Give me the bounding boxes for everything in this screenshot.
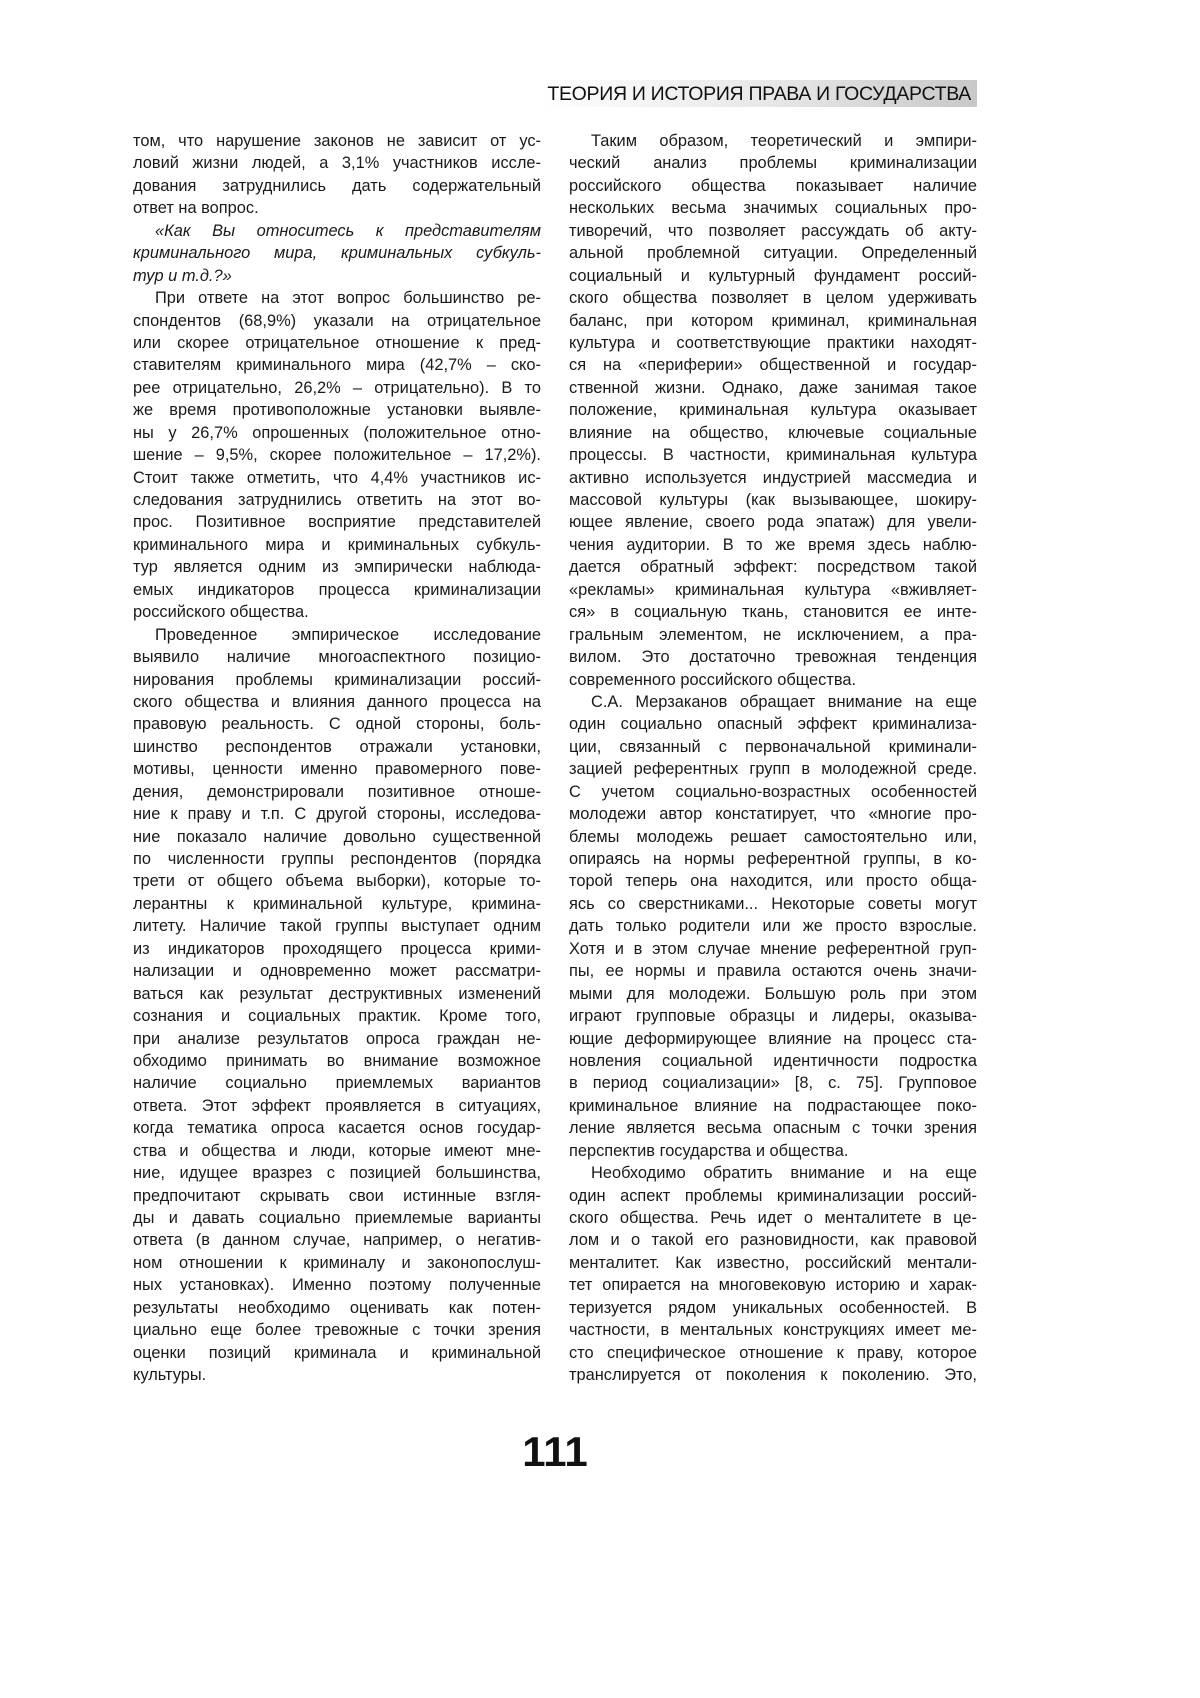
text-line: ние показало наличие довольно существенной [133, 826, 541, 848]
text-line: прос. Позитивное восприятие представителей [133, 511, 541, 533]
text-line: когда тематика опроса касается основ государ- [133, 1117, 541, 1139]
text-line: ном отношении к криминалу и законопослуш- [133, 1252, 541, 1274]
text-line: теризуется рядом уникальных особенностей. В [569, 1297, 977, 1319]
text-line: торой теперь она находится, или просто обща- [569, 870, 977, 892]
text-line: в период социализации» [8, с. 75]. Групповое [569, 1072, 977, 1094]
text-line: современного российского общества. [569, 669, 977, 691]
text-line: результаты необходимо оценивать как потен- [133, 1297, 541, 1319]
text-line: ние, идущее вразрез с позицией большинства, [133, 1162, 541, 1184]
text-line: наличие социально приемлемых вариантов [133, 1072, 541, 1094]
text-line: массовой культуры (как вызывающее, шокиру- [569, 489, 977, 511]
text-line: нализации и одновременно может рассматри- [133, 960, 541, 982]
text-line: С учетом социально-возрастных особенностей [569, 781, 977, 803]
paragraph [133, 287, 541, 624]
text-line: дования затруднились дать содержательный [133, 175, 541, 197]
text-line: ции, связанный с первоначальной криминали- [569, 736, 977, 758]
text-line: один социально опасный эффект криминализа- [569, 713, 977, 735]
text-line: мотивы, ценности именно правомерного пове- [133, 758, 541, 780]
text-line: ответ на вопрос. [133, 197, 541, 219]
text-line: емых индикаторов процесса криминализации [133, 579, 541, 601]
running-header [540, 80, 977, 107]
text-line: шение – 9,5%, скорее положительное – 17,2%). [133, 444, 541, 466]
text-line: ваться как результат деструктивных изменений [133, 983, 541, 1005]
text-line: нирования проблемы криминализации россий- [133, 669, 541, 691]
left-column [133, 130, 541, 1387]
text-line: менталитет. Как известно, российский ментали- [569, 1252, 977, 1274]
text-line: ны у 26,7% опрошенных (положительное отно- [133, 422, 541, 444]
text-line: ского общества и влияния данного процесса на [133, 691, 541, 713]
text-line: активно используется индустрией массмедиа и [569, 467, 977, 489]
text-line: ственной жизни. Однако, даже занимая такое [569, 377, 977, 399]
section-title: ТЕОРИЯ И ИСТОРИЯ ПРАВА И ГОСУДАРСТВА [547, 83, 971, 106]
text-line: криминального мира и криминальных субкуль- [133, 534, 541, 556]
paragraph [569, 1162, 977, 1386]
text-line: ды и давать социально приемлемые варианты [133, 1207, 541, 1229]
text-line: сознания и социальных практик. Кроме того, [133, 1005, 541, 1027]
text-line: том, что нарушение законов не зависит от ус- [133, 130, 541, 152]
text-line: нескольких весьма значимых социальных про- [569, 197, 977, 219]
text-line: Проведенное эмпирическое исследование [133, 624, 541, 646]
paragraph [569, 691, 977, 1162]
text-line: мыми для молодежи. Большую роль при этом [569, 983, 977, 1005]
text-line: ных установках). Именно поэтому полученные [133, 1274, 541, 1296]
text-line: культура и соответствующие практики находят- [569, 332, 977, 354]
text-line: ся» в социальную ткань, становится ее инте- [569, 601, 977, 623]
text-line: правовую реальность. С одной стороны, боль- [133, 713, 541, 735]
text-line: ление является весьма опасным с точки зрения [569, 1117, 977, 1139]
text-line: по численности группы респондентов (порядка [133, 848, 541, 870]
text-line: лом и о такой его разновидности, как правовой [569, 1229, 977, 1251]
text-line: или скорее отрицательное отношение к пред- [133, 332, 541, 354]
text-line: При ответе на этот вопрос большинство ре- [133, 287, 541, 309]
text-line: трети от общего объема выборки), которые то- [133, 870, 541, 892]
text-line: ся на «периферии» общественной и государ- [569, 354, 977, 376]
text-line: один аспект проблемы криминализации россий- [569, 1185, 977, 1207]
text-line: положение, криминальная культура оказывает [569, 399, 977, 421]
text-line: культуры. [133, 1364, 541, 1386]
text-line: альной проблемной ситуации. Определенный [569, 242, 977, 264]
text-line: обходимо принимать во внимание возможное [133, 1050, 541, 1072]
text-line: пы, ее нормы и правила остаются очень значи- [569, 960, 977, 982]
text-line: ставителям криминального мира (42,7% – ско- [133, 354, 541, 376]
text-line: дения, демонстрировали позитивное отноше- [133, 781, 541, 803]
text-line: сто специфическое отношение к праву, которое [569, 1342, 977, 1364]
text-line: транслируется от поколения к поколению. Это, [569, 1364, 977, 1386]
page-number: 111 [0, 1428, 1110, 1476]
text-line: тур является одним из эмпирически наблюда- [133, 556, 541, 578]
text-line: гральным элементом, не исключением, а пра- [569, 624, 977, 646]
text-line: шинство респондентов отражали установки, [133, 736, 541, 758]
text-line: Хотя и в этом случае мнение референтной груп- [569, 938, 977, 960]
text-line: следования затруднились ответить на этот во- [133, 489, 541, 511]
text-line: Необходимо обратить внимание и на еще [569, 1162, 977, 1184]
text-line: дается обратный эффект: посредством такой [569, 556, 977, 578]
text-line: тур и т.д.?» [133, 265, 541, 287]
text-line: российского общества показывает наличие [569, 175, 977, 197]
text-line: перспектив государства и общества. [569, 1140, 977, 1162]
text-line: же время противоположные установки выявле- [133, 399, 541, 421]
text-line: литету. Наличие такой группы выступает одним [133, 915, 541, 937]
text-line: тиворечий, что позволяет рассуждать об акту- [569, 220, 977, 242]
text-line: ческий анализ проблемы криминализации [569, 152, 977, 174]
text-line: спондентов (68,9%) указали на отрицательное [133, 310, 541, 332]
text-line: Стоит также отметить, что 4,4% участников ис- [133, 467, 541, 489]
text-line: российского общества. [133, 601, 541, 623]
text-line: молодежи автор констатирует, что «многие про- [569, 803, 977, 825]
text-line: оценки позиций криминала и криминальной [133, 1342, 541, 1364]
text-line: ющее явление, своего рода эпатаж) для увели- [569, 511, 977, 533]
text-line: ловий жизни людей, а 3,1% участников иссле- [133, 152, 541, 174]
text-line: ющие деформирующее влияние на процесс ста- [569, 1028, 977, 1050]
text-line: частности, в ментальных конструкциях имеет ме- [569, 1319, 977, 1341]
text-line: «рекламы» криминальная культура «вживляет- [569, 579, 977, 601]
text-line: лерантны к криминальной культуре, кримина- [133, 893, 541, 915]
text-line: тет опирается на многовековую историю и харак- [569, 1274, 977, 1296]
text-line: предпочитают скрывать свои истинные взгля- [133, 1185, 541, 1207]
text-line: вилом. Это достаточно тревожная тенденция [569, 646, 977, 668]
text-line: рее отрицательно, 26,2% – отрицательно). В то [133, 377, 541, 399]
paragraph [133, 624, 541, 1387]
text-line: криминального мира, криминальных субкуль- [133, 242, 541, 264]
text-line: циально еще более тревожные с точки зрения [133, 1319, 541, 1341]
text-line: ответа. Этот эффект проявляется в ситуациях, [133, 1095, 541, 1117]
text-line: зацией референтных групп в молодежной среде. [569, 758, 977, 780]
text-line: С.А. Мерзаканов обращает внимание на еще [569, 691, 977, 713]
text-line: «Как Вы относитесь к представителям [133, 220, 541, 242]
text-line: процессы. В частности, криминальная культура [569, 444, 977, 466]
text-line: влияние на общество, ключевые социальные [569, 422, 977, 444]
text-line: выявило наличие многоаспектного позицио- [133, 646, 541, 668]
text-line: ответа (в данном случае, например, о негатив- [133, 1229, 541, 1251]
paragraph [569, 130, 977, 691]
text-line: дать только родители или же просто взрослые. [569, 915, 977, 937]
text-line: ясь со сверстниками... Некоторые советы могут [569, 893, 977, 915]
text-line: криминальное влияние на подрастающее поко- [569, 1095, 977, 1117]
text-line: ского общества. Речь идет о менталитете в це- [569, 1207, 977, 1229]
text-line: новления социальной идентичности подростка [569, 1050, 977, 1072]
text-line: социальный и культурный фундамент россий- [569, 265, 977, 287]
text-line: ского общества позволяет в целом удерживать [569, 287, 977, 309]
paragraph [133, 130, 541, 220]
paragraph [133, 220, 541, 287]
right-column [569, 130, 977, 1387]
text-line: из индикаторов проходящего процесса крими- [133, 938, 541, 960]
text-line: при анализе результатов опроса граждан не- [133, 1028, 541, 1050]
text-line: опираясь на нормы референтной группы, в ко- [569, 848, 977, 870]
text-line: ние к праву и т.п. С другой стороны, исследова- [133, 803, 541, 825]
text-line: играют групповые образцы и лидеры, оказыва- [569, 1005, 977, 1027]
text-line: Таким образом, теоретический и эмпири- [569, 130, 977, 152]
text-line: ства и общества и люди, которые имеют мне- [133, 1140, 541, 1162]
text-line: баланс, при котором криминал, криминальная [569, 310, 977, 332]
text-line: блемы молодежь решает самостоятельно или, [569, 826, 977, 848]
text-line: чения аудитории. В то же время здесь наблю- [569, 534, 977, 556]
